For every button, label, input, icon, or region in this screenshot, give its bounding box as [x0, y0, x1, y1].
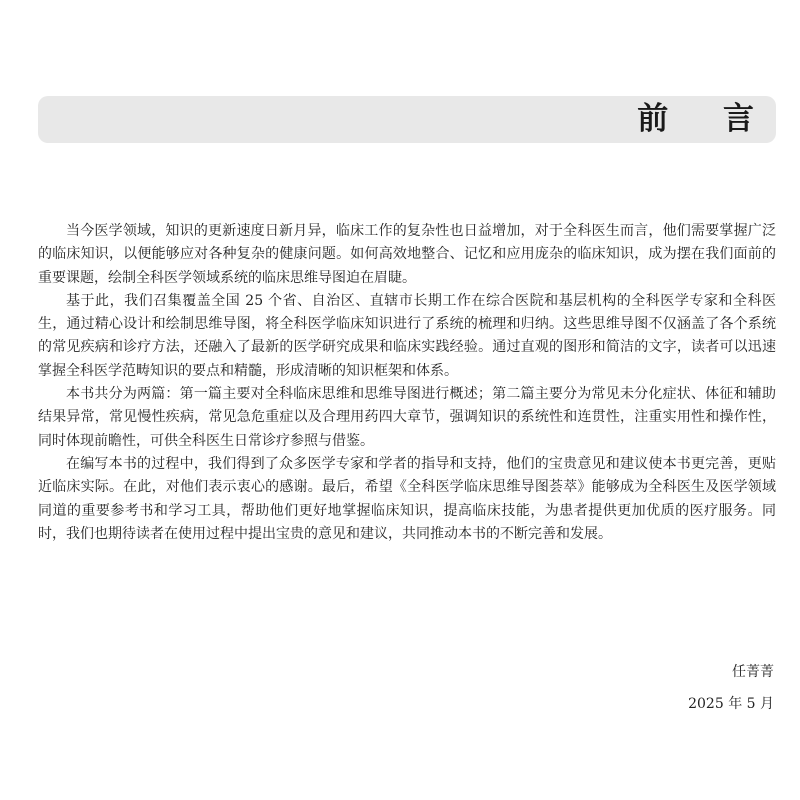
signature-date: 2025 年 5 月	[688, 696, 774, 712]
preface-paragraph-4: 在编写本书的过程中，我们得到了众多医学专家和学者的指导和支持，他们的宝贵意见和建议使本书更完善，更贴近临床实际。在此，对他们表示衷心的感谢。最后，希望《全科医学临床思维导图荟萃》能够成为全科医生及医学领域同道的重要参考书和学习工具，帮助他们更好地掌握临床知识，提高临床技能，为患者提供更加优质的医疗服务。同时，我们也期待读者在使用过程中提出宝贵的意见和建议，共同推动本书的不断完善和发展。	[38, 455, 776, 542]
preface-paragraph-2: 基于此，我们召集覆盖全国 25 个省、自治区、直辖市长期工作在综合医院和基层机构的全科医学专家和全科医生，通过精心设计和绘制思维导图，将全科医学临床知识进行了系统的梳理和归纳。这些思维导图不仅涵盖了各个系统的常见疾病和诊疗方法，还融入了最新的医学研究成果和临床实践经验。通过直观的图形和简洁的文字，读者可以迅速掌握全科医学范畴知识的要点和精髓，形成清晰的知识框架和体系。	[38, 292, 776, 379]
preface-paragraph-3: 本书共分为两篇：第一篇主要对全科临床思维和思维导图进行概述；第二篇主要分为常见未分化症状、体征和辅助结果异常，常见慢性疾病，常见急危重症以及合理用药四大章节，强调知识的系统性和连贯性，注重实用性和操作性，同时体现前瞻性，可供全科医生日常诊疗参照与借鉴。	[38, 386, 776, 449]
title-banner	[38, 96, 776, 143]
signature-block	[688, 656, 774, 720]
author-name: 任菁菁	[732, 664, 774, 680]
preface-body	[38, 220, 776, 546]
page-title: 前 言	[637, 101, 776, 137]
preface-paragraph-1: 当今医学领域，知识的更新速度日新月异，临床工作的复杂性也日益增加，对于全科医生而言，他们需要掌握广泛的临床知识，以便能够应对各种复杂的健康问题。如何高效地整合、记忆和应用庞杂的临床知识，成为摆在我们面前的重要课题，绘制全科医学领域系统的临床思维导图迫在眉睫。	[38, 223, 776, 286]
